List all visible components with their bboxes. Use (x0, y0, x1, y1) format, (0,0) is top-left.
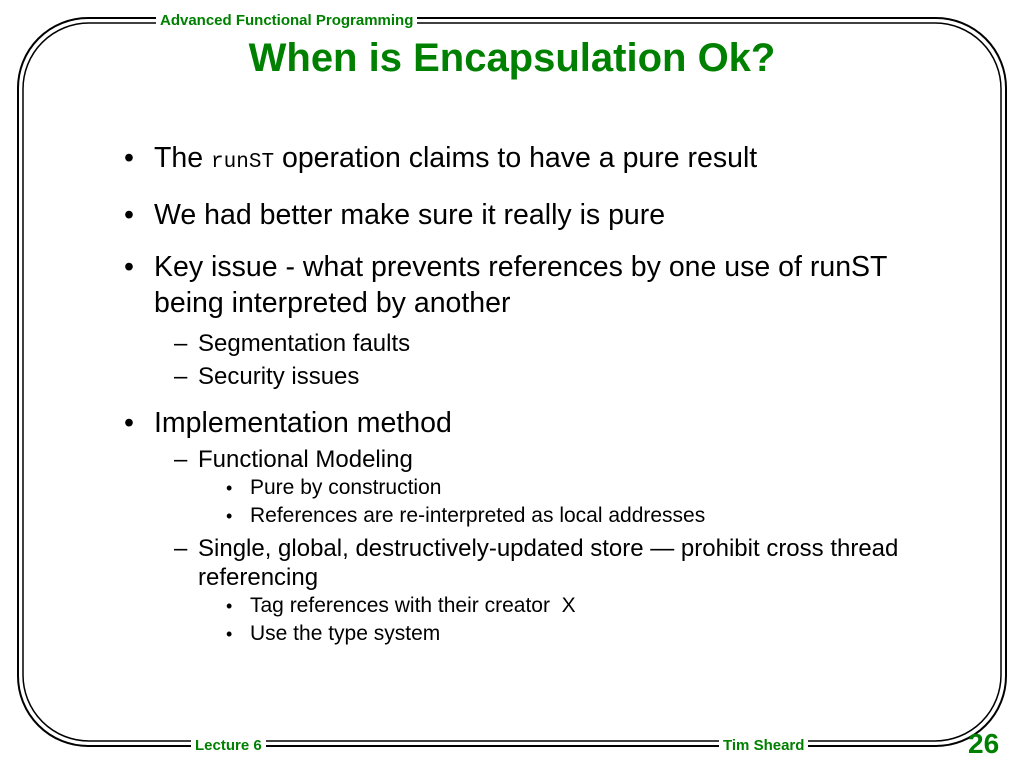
bullet-runst (124, 140, 904, 181)
sub-bullet-functional-modeling (174, 445, 904, 474)
sub-bullet-segfaults (174, 329, 904, 358)
sub-sub-bullet-text: Use the type system (250, 622, 441, 645)
page-number: 26 (968, 728, 1000, 759)
dash-marker: – (174, 363, 188, 390)
bullet-marker: • (124, 251, 134, 283)
bullet-text: Key issue - what prevents references by one use of runST being interpreted by another (154, 251, 887, 319)
sub-bullet-text: Functional Modeling (198, 446, 413, 473)
sub-sub-bullet-text: References are re-interpreted as local addresses (250, 504, 706, 527)
code-runst: runST (211, 151, 275, 174)
sub-bullet-text: Single, global, destructively-updated store — prohibit cross thread referencing (198, 535, 899, 591)
sub-sub-bullet-text: Pure by construction (250, 476, 442, 499)
bullet-text: Implementation method (154, 407, 452, 439)
bullet-marker: • (124, 407, 134, 439)
footer-lecture: Lecture 6 (191, 737, 266, 754)
bullet-marker: • (226, 624, 233, 644)
sub-bullet-text: Security issues (198, 363, 360, 390)
footer-author: Tim Sheard (719, 737, 808, 754)
bullet-marker: • (124, 199, 134, 231)
dash-marker: – (174, 446, 188, 473)
bullet-text: We had better make sure it really is pure (154, 199, 666, 231)
sub-sub-bullet-type-system (226, 620, 904, 648)
bullet-implementation (124, 405, 904, 441)
course-header: Advanced Functional Programming (156, 12, 417, 29)
sub-sub-bullet-text: Tag references with their creator X (250, 594, 576, 617)
sub-bullet-global-store (174, 534, 904, 592)
bullet-key-issue (124, 249, 904, 321)
slide-title: When is Encapsulation Ok? (248, 36, 776, 80)
sub-sub-bullet-pure-construction (226, 474, 904, 502)
bullet-marker: • (226, 506, 233, 526)
bullet-marker: • (226, 596, 233, 616)
bullet-text-pre: The (154, 142, 212, 174)
slide-content (124, 140, 904, 648)
dash-marker: – (174, 535, 188, 562)
sub-bullet-text: Segmentation faults (198, 330, 411, 357)
bullet-marker: • (226, 478, 233, 498)
dash-marker: – (174, 330, 188, 357)
bullet-text-post: operation claims to have a pure result (274, 142, 758, 174)
bullet-make-sure-pure (124, 197, 904, 233)
sub-sub-bullet-tag-references (226, 592, 904, 620)
bullet-list (124, 140, 904, 648)
sub-sub-bullet-local-addresses (226, 502, 904, 530)
sub-bullet-security (174, 362, 904, 391)
bullet-marker: • (124, 142, 134, 174)
